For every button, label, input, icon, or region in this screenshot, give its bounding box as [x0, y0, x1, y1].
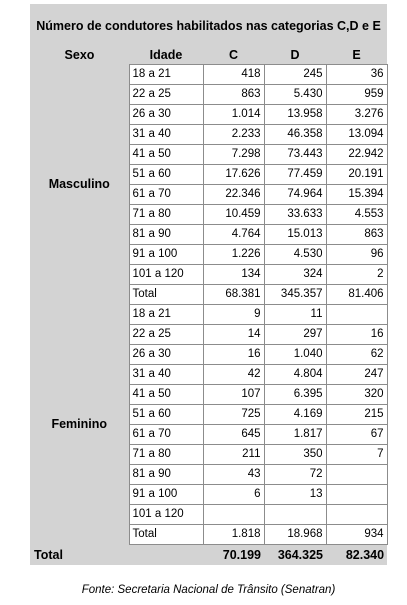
value-cell-d: 77.459: [264, 165, 326, 185]
header-sexo: Sexo: [30, 46, 129, 65]
value-cell-d: 13.958: [264, 105, 326, 125]
value-cell-e: 247: [326, 365, 387, 385]
age-range-cell: 61 a 70: [129, 425, 203, 445]
age-range-cell: 51 a 60: [129, 165, 203, 185]
value-cell-d: 73.443: [264, 145, 326, 165]
header-e: E: [326, 46, 387, 65]
value-cell-e: 15.394: [326, 185, 387, 205]
header-idade: Idade: [129, 46, 203, 65]
drivers-table: [30, 4, 388, 565]
age-range-cell: 91 a 100: [129, 485, 203, 505]
value-cell-c: 16: [203, 345, 264, 365]
value-cell-d: 4.530: [264, 245, 326, 265]
value-cell-d: 33.633: [264, 205, 326, 225]
value-cell-e: 934: [326, 525, 387, 545]
value-cell-d: 46.358: [264, 125, 326, 145]
value-cell-e: 3.276: [326, 105, 387, 125]
value-cell-d: 1.817: [264, 425, 326, 445]
value-cell-c: 42: [203, 365, 264, 385]
source-caption: Fonte: Secretaria Nacional de Trânsito (Senatran): [81, 584, 336, 596]
age-range-cell: 41 a 50: [129, 145, 203, 165]
value-cell-d: 72: [264, 465, 326, 485]
value-cell-c: [203, 505, 264, 525]
table-row: [30, 65, 387, 85]
sexo-label: Feminino: [30, 305, 129, 545]
value-cell-e: [326, 505, 387, 525]
value-cell-c: 107: [203, 385, 264, 405]
value-cell-c: 9: [203, 305, 264, 325]
value-cell-d: 4.169: [264, 405, 326, 425]
value-cell-c: 2.233: [203, 125, 264, 145]
value-cell-e: 22.942: [326, 145, 387, 165]
table-body: [30, 4, 387, 545]
age-range-cell: 61 a 70: [129, 185, 203, 205]
age-range-cell: 31 a 40: [129, 125, 203, 145]
age-range-cell: 81 a 90: [129, 465, 203, 485]
value-cell-e: 320: [326, 385, 387, 405]
value-cell-d: 18.968: [264, 525, 326, 545]
value-cell-d: 4.804: [264, 365, 326, 385]
value-cell-e: [326, 305, 387, 325]
age-range-cell: Total: [129, 525, 203, 545]
header-row: [30, 46, 387, 65]
age-range-cell: 31 a 40: [129, 365, 203, 385]
age-range-cell: 26 a 30: [129, 105, 203, 125]
value-cell-c: 22.346: [203, 185, 264, 205]
value-cell-d: 324: [264, 265, 326, 285]
table-title: Número de condutores habilitados nas categorias C,D e E: [30, 4, 387, 46]
age-range-cell: 22 a 25: [129, 325, 203, 345]
value-cell-c: 1.818: [203, 525, 264, 545]
age-range-cell: 26 a 30: [129, 345, 203, 365]
value-cell-d: 13: [264, 485, 326, 505]
value-cell-c: 725: [203, 405, 264, 425]
grand-total-label: Total: [30, 545, 203, 566]
value-cell-c: 4.764: [203, 225, 264, 245]
table-row: [30, 305, 387, 325]
value-cell-c: 10.459: [203, 205, 264, 225]
age-range-cell: 101 a 120: [129, 505, 203, 525]
value-cell-d: 15.013: [264, 225, 326, 245]
age-range-cell: 101 a 120: [129, 265, 203, 285]
age-range-cell: 91 a 100: [129, 245, 203, 265]
value-cell-e: 2: [326, 265, 387, 285]
value-cell-e: [326, 485, 387, 505]
value-cell-c: 645: [203, 425, 264, 445]
value-cell-e: 81.406: [326, 285, 387, 305]
age-range-cell: 41 a 50: [129, 385, 203, 405]
age-range-cell: 18 a 21: [129, 305, 203, 325]
value-cell-e: 62: [326, 345, 387, 365]
value-cell-e: 215: [326, 405, 387, 425]
value-cell-c: 7.298: [203, 145, 264, 165]
value-cell-d: 297: [264, 325, 326, 345]
age-range-cell: 71 a 80: [129, 205, 203, 225]
value-cell-d: 11: [264, 305, 326, 325]
value-cell-c: 1.014: [203, 105, 264, 125]
value-cell-e: 13.094: [326, 125, 387, 145]
value-cell-d: 5.430: [264, 85, 326, 105]
value-cell-d: 350: [264, 445, 326, 465]
age-range-cell: 18 a 21: [129, 65, 203, 85]
value-cell-d: [264, 505, 326, 525]
value-cell-e: 96: [326, 245, 387, 265]
value-cell-d: 1.040: [264, 345, 326, 365]
age-range-cell: 22 a 25: [129, 85, 203, 105]
value-cell-e: 959: [326, 85, 387, 105]
value-cell-e: 20.191: [326, 165, 387, 185]
value-cell-c: 6: [203, 485, 264, 505]
value-cell-c: 14: [203, 325, 264, 345]
sexo-label: Masculino: [30, 65, 129, 305]
value-cell-e: 67: [326, 425, 387, 445]
value-cell-c: 211: [203, 445, 264, 465]
value-cell-d: 245: [264, 65, 326, 85]
age-range-cell: 51 a 60: [129, 405, 203, 425]
value-cell-e: 36: [326, 65, 387, 85]
header-d: D: [264, 46, 326, 65]
grand-total-e: 82.340: [326, 545, 387, 566]
grand-total-d: 364.325: [264, 545, 326, 566]
value-cell-c: 134: [203, 265, 264, 285]
value-cell-e: 7: [326, 445, 387, 465]
value-cell-c: 68.381: [203, 285, 264, 305]
value-cell-e: 16: [326, 325, 387, 345]
age-range-cell: Total: [129, 285, 203, 305]
age-range-cell: 71 a 80: [129, 445, 203, 465]
value-cell-e: 863: [326, 225, 387, 245]
value-cell-e: [326, 465, 387, 485]
grand-total-row: [30, 545, 387, 566]
value-cell-c: 17.626: [203, 165, 264, 185]
value-cell-d: 345.357: [264, 285, 326, 305]
grand-total-c: 70.199: [203, 545, 264, 566]
value-cell-c: 1.226: [203, 245, 264, 265]
value-cell-e: 4.553: [326, 205, 387, 225]
value-cell-c: 43: [203, 465, 264, 485]
value-cell-d: 74.964: [264, 185, 326, 205]
age-range-cell: 81 a 90: [129, 225, 203, 245]
header-c: C: [203, 46, 264, 65]
value-cell-c: 863: [203, 85, 264, 105]
value-cell-d: 6.395: [264, 385, 326, 405]
title-row: [30, 4, 387, 46]
value-cell-c: 418: [203, 65, 264, 85]
